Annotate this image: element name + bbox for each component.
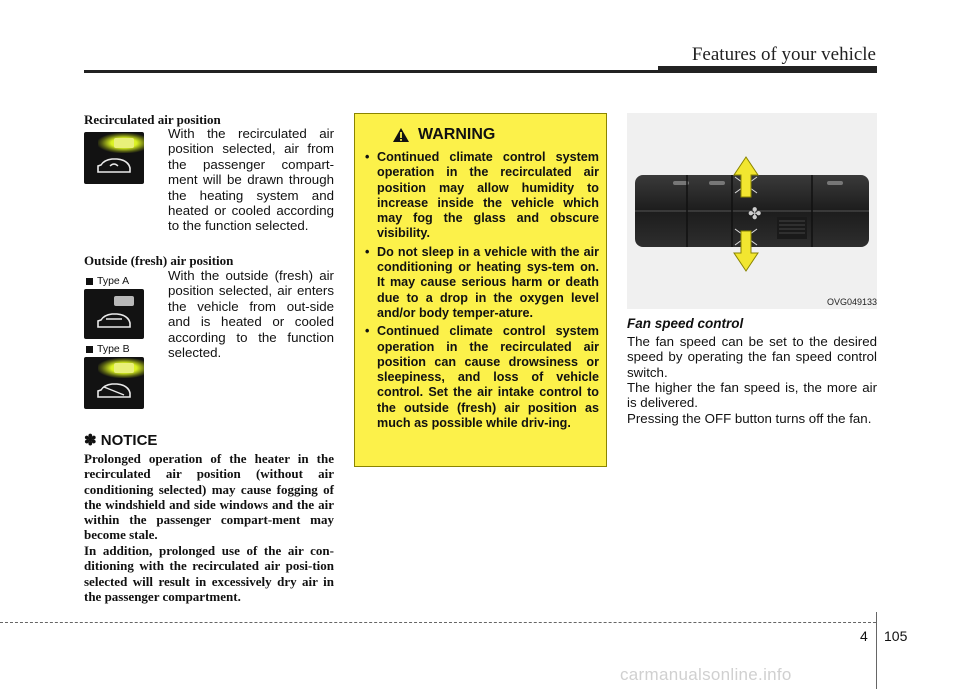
warning-title: WARNING — [418, 126, 496, 143]
warning-item: • Do not sleep in a vehicle with the air conditioning or heating sys-tem on. It may cause serious harm or death due to a drop in the oxygen level and/or body temper-ature. — [363, 245, 599, 321]
footer-divider — [876, 612, 877, 689]
outside-car-icon-b — [84, 357, 144, 409]
warning-heading — [392, 126, 495, 144]
warning-item: • Continued climate control system operation in the recirculated air position can cause drowsiness or sleepiness, and loss of vehicle control. Set the air intake control to the outside (fresh) air position as much as possible while driv-ing. — [363, 324, 599, 431]
outside-button-type-a-image — [84, 289, 144, 339]
fan-switch-illustration — [627, 113, 877, 309]
outside-car-icon-a — [84, 289, 144, 339]
footer-rule — [0, 622, 876, 623]
warning-item: • Continued climate control system operation in the recirculated air position may allow humidity to increase inside the vehicle which may fog the glass and obscure visibility. — [363, 150, 599, 242]
type-a-label: Type A — [86, 275, 129, 287]
notice-heading — [84, 431, 157, 449]
notice-title: NOTICE — [100, 432, 158, 449]
recirc-car-icon — [84, 132, 144, 184]
fan-paragraph-1: The fan speed can be set to the desired speed by operating the fan speed control switch. — [627, 334, 877, 380]
warning-list — [363, 150, 599, 434]
image-code: OVG049133 — [826, 297, 877, 307]
bullet-square — [86, 278, 93, 285]
recirc-title: Recirculated air position — [84, 112, 221, 127]
type-b-label: Type B — [86, 343, 130, 355]
warning-triangle-icon — [392, 127, 410, 143]
recirc-text: With the recirculated air position selected, air from the passenger compart-ment will be drawn through the heating system and heated or cooled according to the function selected. — [168, 126, 334, 234]
header-rule — [84, 70, 658, 73]
fan-speed-title: Fan speed control — [627, 316, 744, 331]
page-number: 105 — [884, 628, 908, 644]
outside-text: With the outside (fresh) air position selected, air enters the vehicle from out-side and is heated or cooled according to the function selected. — [168, 268, 334, 361]
fan-paragraph-2: The higher the fan speed is, the more air is delivered. — [627, 380, 877, 411]
fan-paragraph-3: Pressing the OFF button turns off the fan. — [627, 411, 872, 426]
fan-control-panel-image — [627, 113, 877, 309]
watermark-link[interactable]: carmanualsonline.info — [620, 665, 792, 684]
svg-text:✤: ✤ — [748, 204, 762, 223]
recirc-button-image — [84, 132, 144, 184]
header-title: Features of your vehicle — [691, 44, 876, 65]
notice-paragraph-2: In addition, prolonged use of the air con-ditioning with the recirculated air posi-tion selected will result in excessively dry air in the passenger compartment. — [84, 543, 334, 604]
warning-box — [354, 113, 607, 467]
chapter-number: 4 — [860, 628, 868, 644]
header-bar — [658, 66, 877, 73]
outside-title: Outside (fresh) air position — [84, 253, 234, 268]
bullet-square — [86, 346, 93, 353]
notice-paragraph-1: Prolonged operation of the heater in the recirculated air position (without air conditioning selected) may cause fogging of the windshield and side windows and the air within the passenger compart-ment may become stale. — [84, 451, 334, 543]
outside-button-type-b-image — [84, 357, 144, 409]
notice-symbol-icon: ✽ — [84, 432, 97, 449]
